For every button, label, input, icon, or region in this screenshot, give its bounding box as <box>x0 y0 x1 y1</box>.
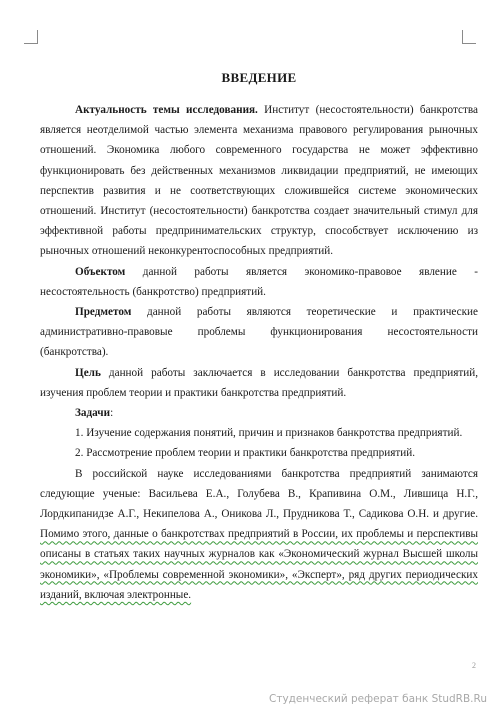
watermark: Студенческий реферат банк StudRB.Ru <box>269 693 487 705</box>
object-paragraph <box>40 262 478 302</box>
subject-heading: Предметом <box>75 306 132 319</box>
goal-text: данной работы заключается в исследовании банкротства предприятий, изучения проблем теории и практики банкротства предприятий. <box>40 366 478 399</box>
document-body <box>40 70 478 605</box>
goal-paragraph <box>40 363 478 403</box>
tasks-heading: Задачи <box>75 407 111 420</box>
object-text: данной работы является экономико-правовое явление - несостоятельность (банкротство) предприятий. <box>40 265 478 298</box>
relevance-paragraph <box>40 100 478 262</box>
subject-text: данной работы являются теоретические и практические административно-правовые проблемы функционирования несостоятельности (банкротства). <box>40 306 478 359</box>
relevance-text: Институт (несостоятельности) банкротства является неотделимой частью элемента механизма правового регулирования рыночных отношений. Экономика любого современного государства не может эффективно функционировать без действенных механизмов ликвидации предприятий, не имеющих перспектив развития и не соответствующих сложившейся системе экономических отношений. Институт (несостоятельности) банкротства создает значительный стимул для эффективной работы предпринимательских структур, способствует исключению из рыночных отношений неконкурентоспособных предприятий. <box>40 104 478 258</box>
researchers-paragraph <box>40 464 478 605</box>
subject-paragraph <box>40 302 478 363</box>
tasks-heading-paragraph <box>40 403 478 423</box>
journals-text-underlined: Помимо этого, данные о банкротствах предприятий в России, их проблемы и перспективы описаны в статьях таких научных журналов как «Экономический журнал Высшей школы экономики», «Проблемы современной экономики», «Эксперт», ряд других периодических изданий, включая электронные. <box>40 528 478 601</box>
object-heading: Объектом <box>75 265 126 278</box>
task-item-2: 2. Рассмотрение проблем теории и практики банкротства предприятий. <box>75 447 416 460</box>
page-corner-mark-top-right <box>462 30 476 44</box>
researchers-text: В российской науке исследованиями банкротства предприятий занимаются следующие ученые: Васильева Е.А., Голубева В., Крапивина О.М., Лившица Н.Г., Лордкипанидзе А.Г., Некипелова А., Оникова Л., Прудникова Т., Садикова О.Н. и другие. <box>40 467 478 521</box>
page-number: 2 <box>472 661 476 670</box>
document-title: ВВЕДЕНИЕ <box>221 70 297 85</box>
tasks-colon: : <box>110 407 114 420</box>
page-corner-mark-top-left <box>24 30 38 44</box>
relevance-heading: Актуальность темы исследования. <box>75 104 258 116</box>
task-item-1: 1. Изучение содержания понятий, причин и признаков банкротства предприятий. <box>75 427 463 440</box>
goal-heading: Цель <box>75 366 101 379</box>
